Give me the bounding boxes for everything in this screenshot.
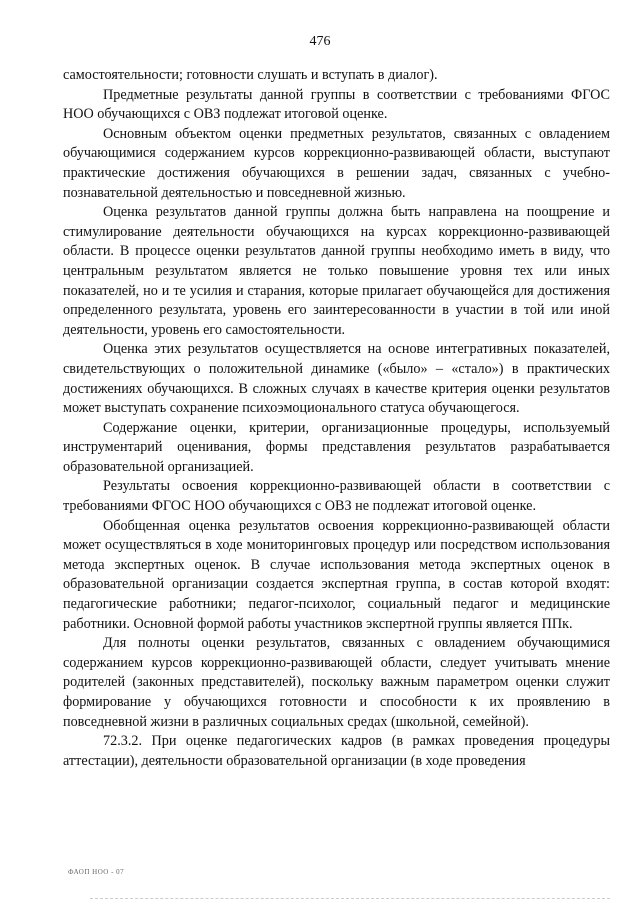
paragraph-8: Обобщенная оценка результатов освоения коррекционно-развивающей области может осуществляться в ходе мониторинговых процедур или посредством использования метода экспертных оценок. В случае использования метода экспертных оценок в образовательной организации создается экспертная группа, в состав которой входят: педагогические работники; педагог-психолог, социальный педагог и медицинские работники. Основной формой работы участников экспертной группы является ППк. (63, 517, 610, 632)
paragraph-2: Предметные результаты данной группы в соответствии с требованиями ФГОС НОО обучающихся с ОВЗ подлежат итоговой оценке. (63, 86, 610, 123)
page-edge-divider (90, 898, 610, 899)
paragraph-5: Оценка этих результатов осуществляется на основе интегративных показателей, свидетельствующих о положительной динамике («было» – «стало») в практических достижениях обучающихся. В сложных случаях в качестве критерия оценки результатов может выступать сохранение психоэмоционального статуса обучающегося. (63, 341, 610, 417)
paragraph-4: Оценка результатов данной группы должна быть направлена на поощрение и стимулирование деятельности обучающихся на курсах коррекционно-развивающей области. В процессе оценки результатов данной группы необходимо иметь в виду, что центральным результатом является не только повышение уровня тех или иных показателей, но и те усилия и старания, которые прилагает обучающейся для достижения определенного результата, уровень его заинтересованности в участии в той или иной деятельности, уровень его самостоятельности. (63, 204, 610, 338)
page-number: 476 (309, 34, 331, 49)
paragraph-3: Основным объектом оценки предметных результатов, связанных с овладением обучающимися содержанием курсов коррекционно-развивающей области, выступают практические достижения обучающихся в решении задач, связанных с учебно-познавательной деятельностью и повседневной жизнью. (63, 125, 610, 201)
footer-code: ФАОП НОО - 07 (68, 868, 125, 876)
paragraph-9: Для полноты оценки результатов, связанных с овладением обучающимися содержанием курсов коррекционно-развивающей области, следует учитывать мнение родителей (законных представителей), поскольку важным параметром оценки служит формирование у обучающихся готовности и способности к их проявлению в повседневной жизни в различных социальных средах (школьной, семейной). (63, 635, 610, 730)
paragraph-10: 72.3.2. При оценке педагогических кадров (в рамках проведения процедуры аттестации), деятельности образовательной организации (в ходе проведения (63, 733, 610, 769)
paragraph-6: Содержание оценки, критерии, организационные процедуры, используемый инструментарий оценивания, формы представления результатов разрабатывается образовательной организацией. (63, 419, 610, 475)
body-text (63, 66, 610, 771)
paragraph-1: самостоятельности; готовности слушать и вступать в диалог). (63, 67, 438, 83)
paragraph-7: Результаты освоения коррекционно-развивающей области в соответствии с требованиями ФГОС НОО обучающихся с ОВЗ не подлежат итоговой оценке. (63, 478, 610, 515)
